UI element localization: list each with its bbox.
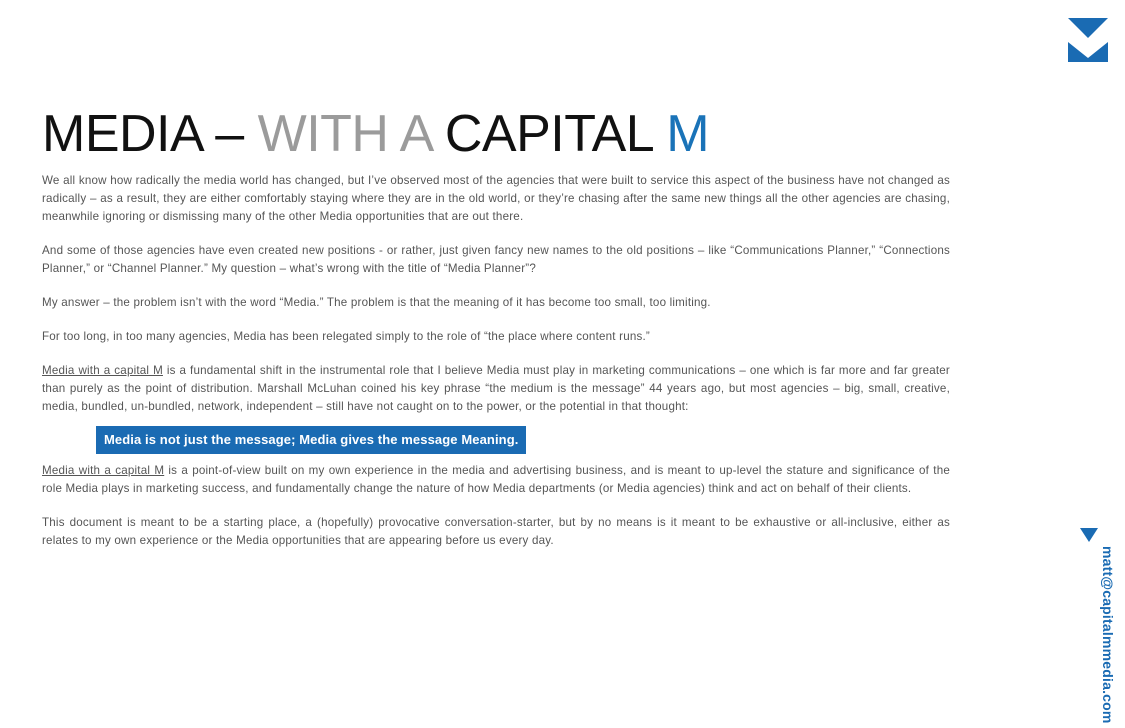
paragraph-3: My answer – the problem isn’t with the word “Media.” The problem is that the meaning of it has become too small, too limiting.: [42, 296, 711, 309]
paragraph-7: This document is meant to be a starting place, a (hopefully) provocative conversation-starter, but by no means is it meant to be exhaustive or all-inclusive, either as relates to my own experience or the Media opportunities that are appearing before us every day.: [42, 516, 950, 547]
chevron-m-logo-icon: [1068, 18, 1108, 62]
paragraph-6-text: is a point-of-view built on my own experience in the media and advertising business, and is meant to up-level the stature and significance of the role Media plays in marketing success, and fundamentally change the nature of how Media departments (or Media agencies) think and act on behalf of their clients.: [42, 464, 950, 495]
down-triangle-icon: [1080, 528, 1098, 542]
paragraph-2: And some of those agencies have even created new positions - or rather, just given fancy new names to the old positions – like “Communications Planner,” “Connections Planner,” or “Channel Planner.” My question – what’s wrong with the title of “Media Planner”?: [42, 244, 950, 275]
capital-m-underlined-phrase-2: Media with a capital M: [42, 464, 165, 477]
contact-email[interactable]: matt@capitalmmedia.com: [1100, 546, 1116, 724]
paragraph-4: For too long, in too many agencies, Media has been relegated simply to the role of “the place where content runs.”: [42, 330, 650, 343]
title-part-capital: CAPITAL: [444, 105, 667, 163]
callout-container: [96, 426, 950, 454]
title-part-m: M: [666, 105, 710, 163]
callout-box: Media is not just the message; Media gives the message Meaning.: [96, 426, 526, 454]
title-part-media: MEDIA –: [42, 105, 258, 163]
capital-m-underlined-phrase: Media with a capital M: [42, 364, 163, 377]
title-part-with-a: WITH A: [257, 105, 445, 163]
paragraph-1: We all know how radically the media world has changed, but I’ve observed most of the agencies that were built to service this aspect of the business have not changed as radically – as a result, they are either comfortably staying where they are in the old world, or they’re chasing after the same new things all the other agencies are chasing, meanwhile ignoring or dismissing many of the other Media opportunities that are out there.: [42, 174, 950, 223]
body-text: [42, 172, 950, 566]
page-title: [42, 104, 709, 164]
paragraph-5: [42, 362, 950, 416]
paragraph-5-text: is a fundamental shift in the instrumental role that I believe Media must play in marketing communications – one which is far more and far greater than purely as the point of distribution. Marshall McLuhan coined his key phrase “the medium is the message” 44 years ago, but most agencies – big, small, creative, media, bundled, un-bundled, network, independent – still have not caught on to the power, or the potential in that thought:: [42, 364, 950, 413]
paragraph-6: [42, 462, 950, 498]
